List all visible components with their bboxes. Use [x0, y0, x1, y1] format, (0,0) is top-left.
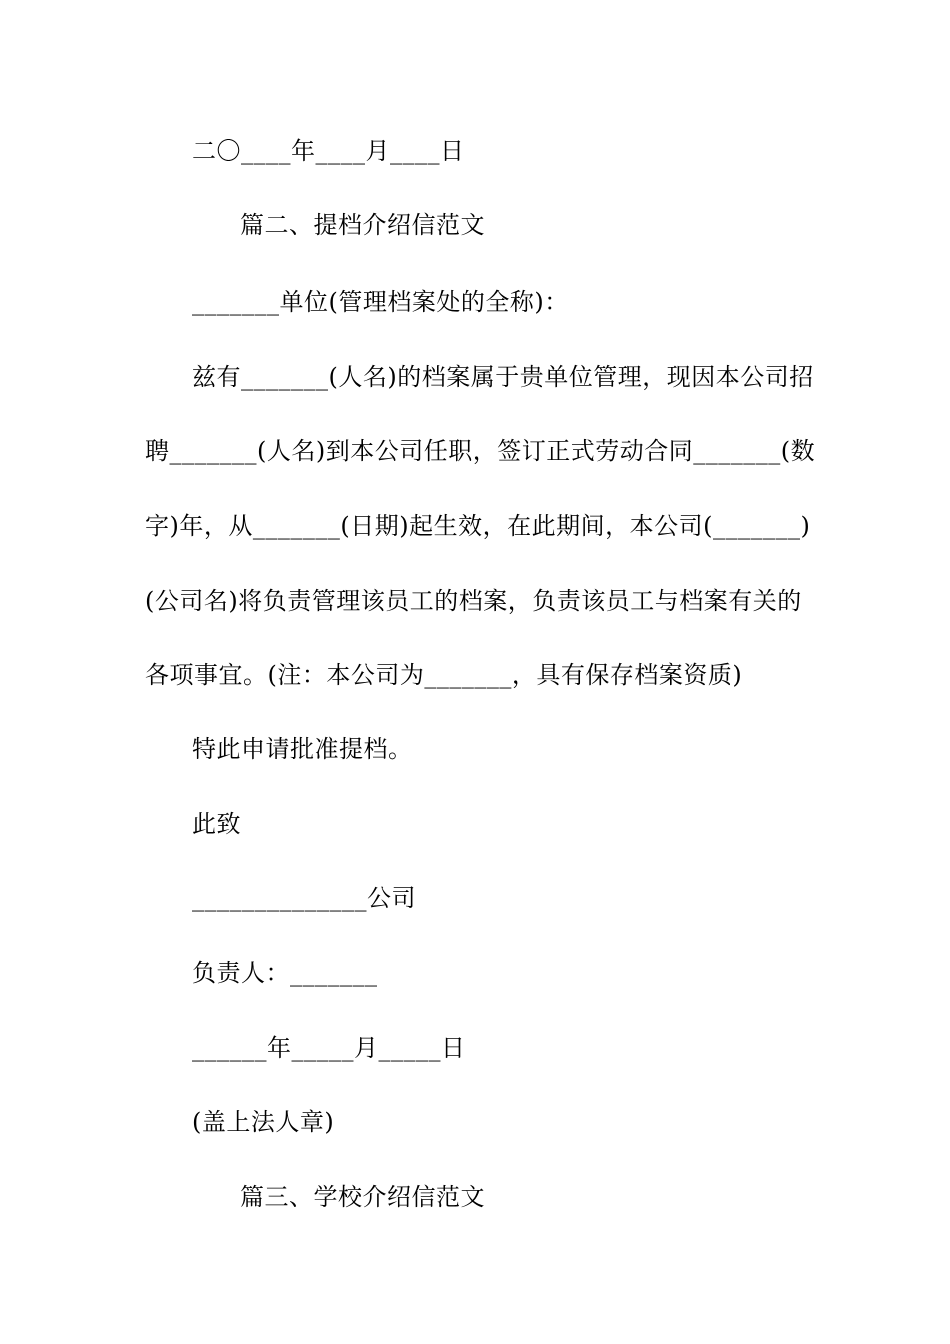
body-paragraph-line-3: 字)年，从_______(日期)起生效，在此期间，本公司(_______) [145, 512, 811, 540]
body-paragraph-line-5: 各项事宜。(注：本公司为_______，具有保存档案资质) [145, 661, 743, 689]
request-line: 特此申请批准提档。 [192, 735, 413, 763]
company-line: ______________公司 [192, 884, 416, 912]
person-in-charge-line: 负责人：_______ [192, 959, 378, 987]
body-paragraph-line-2: 聘_______(人名)到本公司任职，签订正式劳动合同_______(数 [145, 437, 816, 465]
section3-title: 篇三、学校介绍信范文 [240, 1183, 485, 1211]
addressee-line: _______单位(管理档案处的全称)： [192, 288, 569, 316]
body-paragraph-line-4: (公司名)将负责管理该员工的档案，负责该员工与档案有关的 [145, 587, 802, 615]
date-line-bottom: ______年_____月_____日 [192, 1034, 466, 1062]
section2-title: 篇二、提档介绍信范文 [240, 211, 485, 239]
seal-note: (盖上法人章) [192, 1108, 335, 1136]
date-line-top: 二〇____年____月____日 [192, 137, 465, 165]
body-paragraph-line-1: 兹有_______(人名)的档案属于贵单位管理，现因本公司招 [192, 363, 814, 391]
closing-line: 此致 [192, 810, 241, 838]
